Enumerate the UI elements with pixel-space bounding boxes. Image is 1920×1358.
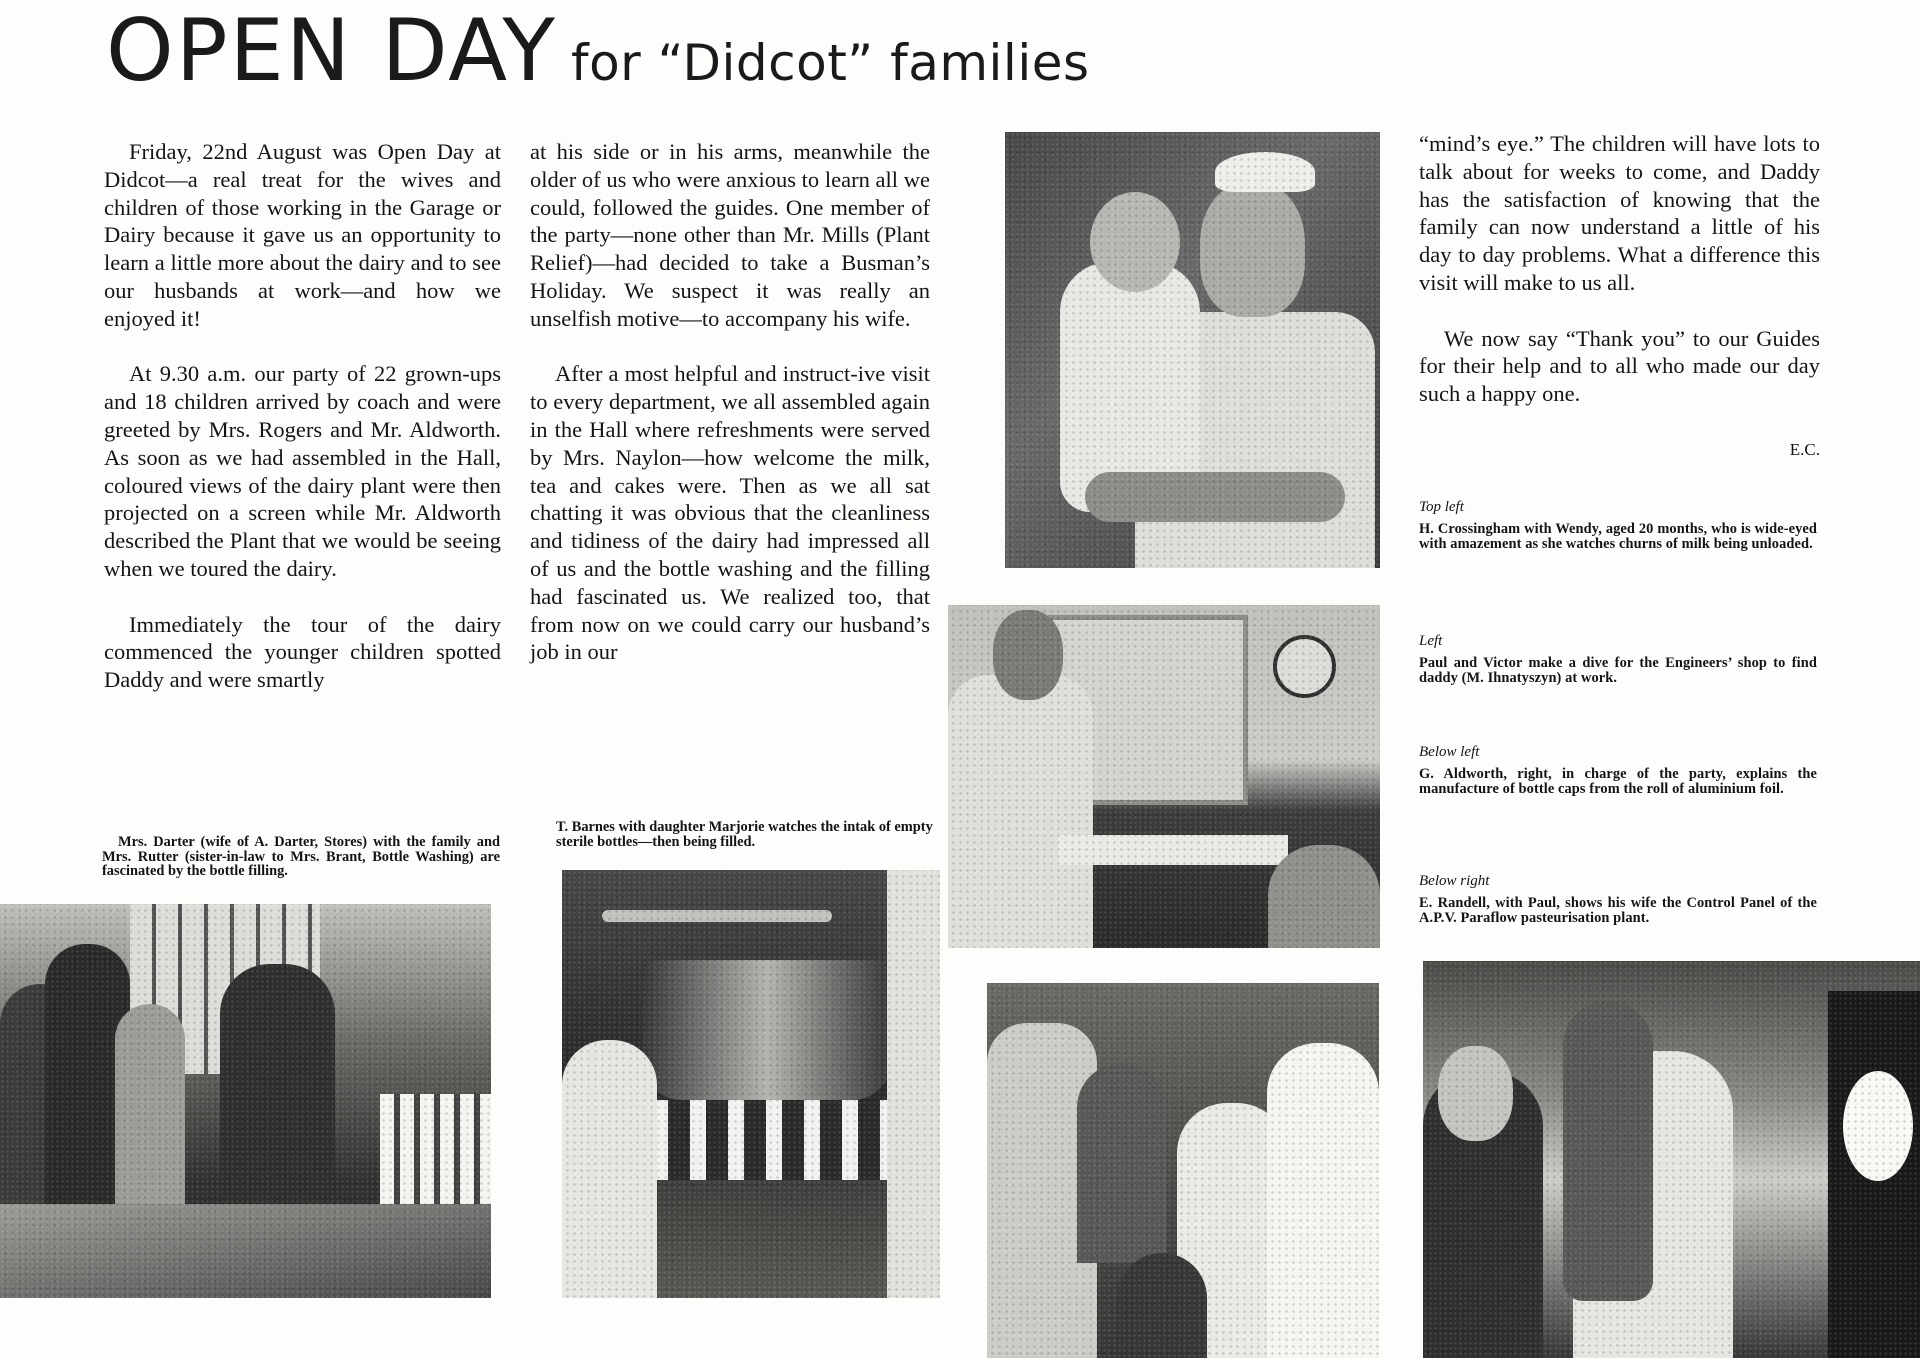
author-signature: E.C. [1789,439,1820,459]
paragraph: After a most helpful and instruct-ive visit to every department, we all assembled again in the Hall where refreshments were served by Mrs. Naylon—how welcome the milk, tea and cakes were. Then as we all sat chatting it was obvious that the cleanliness and tidiness of the dairy had impressed all of us and the bottle washing and the filling had fascinated us. We realized too, that from now on we could carry our husband’s job in our [530,361,930,665]
caption-below-right [1419,872,1817,925]
paragraph: at his side or in his arms, meanwhile the older of us who were anxious to learn all we could, followed the guides. One member of the party—none other than Mr. Mills (Plant Relief)—had decided to take a Busman’s Holiday. We suspect it was really an unselfish motive—to accompany his wife. [530,139,930,331]
caption-left [1419,632,1817,685]
chart-recorder-dial [1843,1071,1913,1181]
conveyor [0,1204,491,1298]
figure-man-coat [887,870,940,1298]
figure-child [115,1004,185,1204]
title-main: OPEN DAY [106,1,557,101]
caption-label: Top left [1419,499,1464,515]
filling-machine-tank [642,960,892,1100]
figure-man-right [1267,1043,1379,1358]
milk-bottles [380,1094,491,1204]
photo-bottle-caps [987,983,1379,1358]
caption-label: Below left [1419,744,1480,760]
pipe [602,910,832,922]
photo-engineers-shop [948,605,1380,948]
article-column-1 [104,138,501,694]
milk-bottles [652,1100,892,1180]
figure-man-coat [948,675,1093,948]
figure-man-head [993,610,1063,700]
caption-text: E. Randell, with Paul, shows his wife the Control Panel of the A.P.V. Paraflow pasteurisation plant. [1419,895,1817,926]
figure-man-face [1200,182,1305,317]
figure-cap [1215,152,1315,192]
paragraph: “mind’s eye.” The children will have lots to talk about for weeks to come, and Daddy has the satisfaction of knowing that the family can now understand a little of his day to day problems. What a difference this visit will make to us all. [1419,131,1820,295]
caption-label: Left [1419,633,1443,649]
paragraph: Friday, 22nd August was Open Day at Didcot—a real treat for the wives and children of those working in the Garage or Dairy because it gave us an opportunity to learn a little more about the dairy and to see our husbands at work—and how we enjoyed it! [104,139,501,331]
caption-text: Paul and Victor make a dive for the Engineers’ shop to find daddy (M. Ihnatyszyn) at work. [1419,655,1817,686]
caption-intake [556,820,946,849]
pressure-gauge [1273,635,1336,698]
workbench [1058,835,1288,865]
photo-bottle-filling-group [0,904,491,1298]
caption-bottle-filling [102,835,500,879]
caption-top-left [1419,498,1817,551]
photo-father-and-daughter [1005,132,1380,568]
caption-text: Mrs. Darter (wife of A. Darter, Stores) with the family and Mrs. Rutter (sister-in-law to Mrs. Brant, Bottle Washing) are fascinated by the bottle filling. [102,834,500,879]
page-title [106,1,1090,101]
figure-arm [1085,472,1345,522]
figure-girl [562,1040,657,1298]
caption-label: Below right [1419,873,1490,889]
figure-boys [1268,845,1380,948]
figure-woman-face [1438,1046,1513,1141]
caption-below-left [1419,743,1817,796]
photo-control-panel [1423,961,1920,1358]
figure-woman-3 [220,964,335,1224]
article-column-3 [1419,130,1820,464]
caption-text: T. Barnes with daughter Marjorie watches the intak of empty sterile bottles—then being filled. [556,819,933,850]
caption-text: H. Crossingham with Wendy, aged 20 months, who is wide-eyed with amazement as she watches churns of milk being unloaded. [1419,521,1817,552]
paragraph: Immediately the tour of the dairy commenced the younger children spotted Daddy and were smartly [104,611,501,693]
figure-girl [1077,1063,1167,1263]
caption-text: G. Aldworth, right, in charge of the party, explains the manufacture of bottle caps from the roll of aluminium foil. [1419,766,1817,797]
figure-boy [1563,1001,1653,1301]
paragraph: At 9.30 a.m. our party of 22 grown-ups and 18 children arrived by coach and were greeted by Mrs. Rogers and Mr. Aldworth. As soon as we had assembled in the Hall, coloured views of the dairy plant were then projected on a screen while Mr. Aldworth described the Plant that we would be seeing when we toured the dairy. [104,361,501,581]
article-column-2 [530,138,930,666]
paragraph: We now say “Thank you” to our Guides for their help and to all who made our day such a happy one. [1419,325,1820,407]
figure-child-face [1090,192,1180,292]
figure-child-front [1117,1253,1207,1358]
photo-bottle-intake [562,870,940,1298]
title-subtitle: for “Didcot” families [570,34,1090,92]
